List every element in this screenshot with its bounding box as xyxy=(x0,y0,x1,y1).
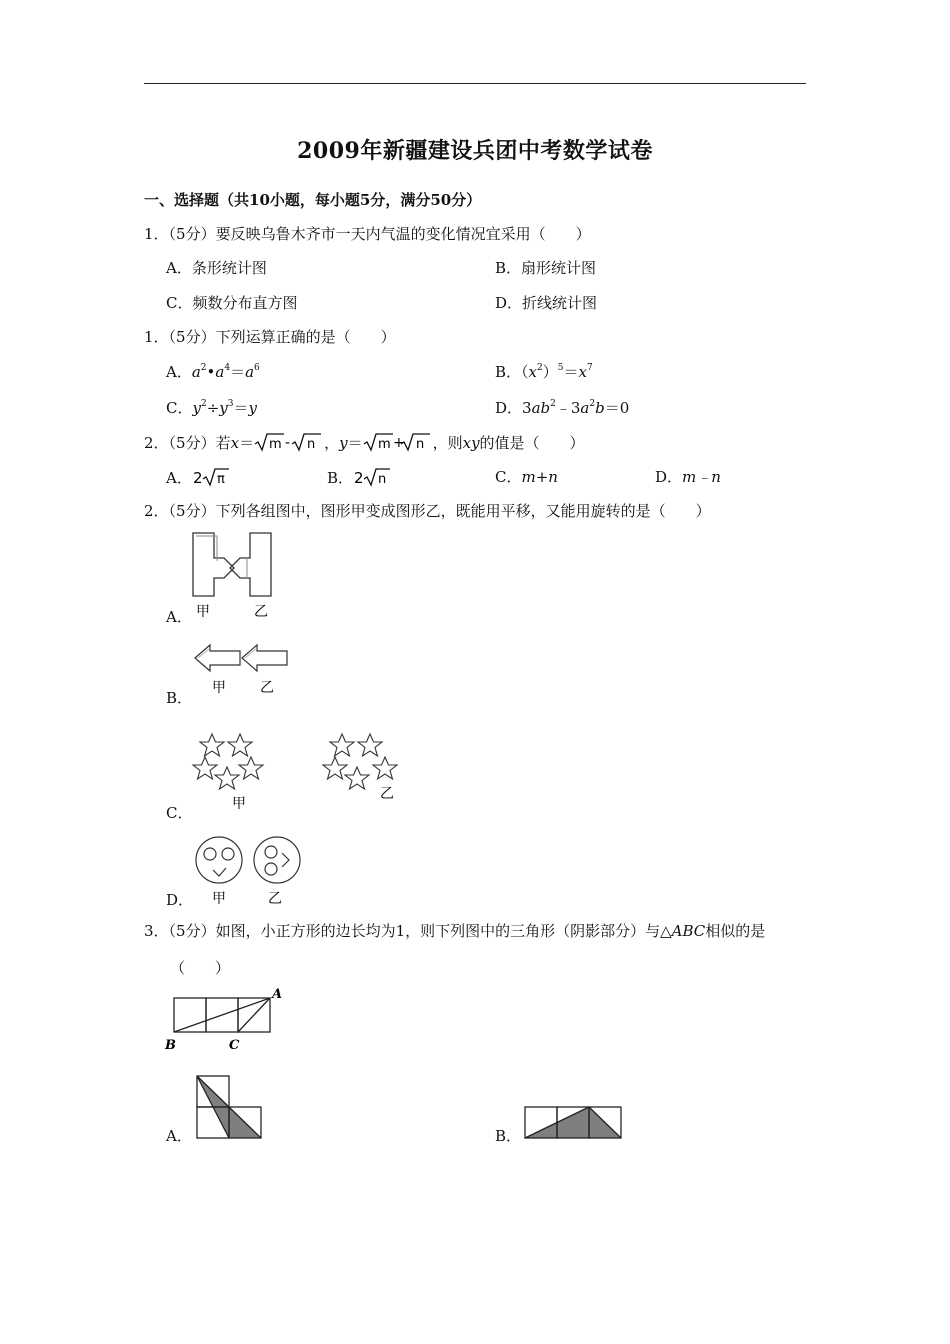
two-root-pi xyxy=(192,467,230,487)
q5-option-a[interactable]: A． xyxy=(166,1127,192,1145)
q1-option-a[interactable]: A．条形统计图 xyxy=(166,259,267,277)
q4-option-a[interactable]: A． xyxy=(166,608,192,626)
q3-option-d-label: D． xyxy=(655,468,683,486)
fig-b-yi: 乙 xyxy=(260,680,274,696)
q3-option-c-label: C． xyxy=(495,468,522,486)
fig-d-yi: 乙 xyxy=(268,891,282,907)
point-c-label: C xyxy=(229,1038,240,1053)
q4-option-d[interactable]: D． xyxy=(166,891,194,909)
q3-option-d[interactable] xyxy=(655,467,721,487)
q1-option-d[interactable]: D．折线统计图 xyxy=(495,294,598,312)
fig-c-jia: 甲 xyxy=(232,796,246,812)
radical-expression-1 xyxy=(254,432,324,452)
q3-option-a-label: A． xyxy=(166,469,192,487)
q3-option-d-text: m﹣n xyxy=(682,468,721,486)
fig-b-jia: 甲 xyxy=(212,680,226,696)
svg-text:m: m xyxy=(377,437,391,452)
q2-option-c[interactable]: C．$y^2\div y^3=y$ xyxy=(166,399,257,417)
fig-d-jia: 甲 xyxy=(212,891,226,907)
q5-figure-a xyxy=(194,1073,264,1141)
q3-option-c-text: m+n xyxy=(521,468,558,486)
svg-text:n: n xyxy=(378,472,387,487)
q5-reference-figure xyxy=(162,984,292,1054)
q3-stem-tail2: 的值是（ ） xyxy=(479,434,585,452)
point-b-label: B xyxy=(165,1038,176,1053)
q5-abc: ABC xyxy=(671,922,706,940)
q4-stem: 2．（5分）下列各组图中，图形甲变成图形乙，既能用平移，又能用旋转的是（ ） xyxy=(144,502,711,520)
svg-text:-: - xyxy=(285,435,291,451)
q1-option-b[interactable]: B．扇形统计图 xyxy=(495,259,597,277)
q2-option-b[interactable]: B．$(x^2)^5=x^7$ xyxy=(495,363,593,381)
q3-stem: 2．（5分）若x＝ m - n ，y＝ m + n ，则xy的值是（ ） xyxy=(144,434,585,452)
q2-option-b-label: B． xyxy=(495,363,522,381)
q5-option-b[interactable]: B． xyxy=(495,1127,522,1145)
two-root-n xyxy=(353,467,391,487)
q2-option-a[interactable]: A．$a^2•a^4=a^6$ xyxy=(166,363,260,381)
radical-expression-2 xyxy=(363,432,433,452)
q3-option-c[interactable] xyxy=(495,467,558,487)
fig-c-yi: 乙 xyxy=(380,786,394,802)
q4-option-b[interactable]: B． xyxy=(166,689,193,707)
q2-stem: 1．（5分）下列运算正确的是（ ） xyxy=(144,328,396,346)
q4-figure-d xyxy=(192,835,307,907)
svg-text:m: m xyxy=(269,437,282,452)
header-rule xyxy=(144,83,806,84)
q2-option-a-label: A． xyxy=(166,363,192,381)
section-heading: 一、选择题（共10小题，每小题5分，满分50分） xyxy=(144,191,482,209)
svg-text:+: + xyxy=(392,435,405,451)
q4-figure-a xyxy=(190,530,280,622)
q5-paren: （ ） xyxy=(170,959,231,977)
svg-text:π: π xyxy=(216,472,225,487)
q3-option-a[interactable] xyxy=(166,467,230,488)
svg-text:2: 2 xyxy=(354,469,364,487)
fig-a-jia: 甲 xyxy=(196,604,210,620)
fig-a-yi: 乙 xyxy=(254,604,268,620)
q5-stem-end: 相似的是 xyxy=(705,922,766,940)
q5-figure-b xyxy=(522,1104,626,1142)
svg-text:2: 2 xyxy=(192,469,203,487)
q2-option-d[interactable]: D．$3ab^2﹣3a^2b=0$ xyxy=(495,399,630,417)
q5-stem xyxy=(144,921,765,941)
q3-stem-start: 2．（5分）若 xyxy=(144,434,231,452)
q4-figure-c xyxy=(190,728,410,814)
svg-text:n: n xyxy=(307,437,316,452)
q2-option-c-label: C． xyxy=(166,399,193,417)
q1-option-c[interactable]: C．频数分布直方图 xyxy=(166,294,298,312)
q3-option-b-label: B． xyxy=(327,469,354,487)
q2-option-d-label: D． xyxy=(495,399,523,417)
svg-text:n: n xyxy=(415,437,424,452)
q1-stem: 1．（5分）要反映乌鲁木齐市一天内气温的变化情况宜采用（ ） xyxy=(144,225,591,243)
q5-stem-text: 3．（5分）如图，小正方形的边长均为1，则下列图中的三角形（阴影部分）与△ xyxy=(144,922,672,940)
q3-stem-tail: ，则 xyxy=(432,434,463,452)
q4-option-c[interactable]: C． xyxy=(166,804,193,822)
q3-option-b[interactable] xyxy=(327,467,391,488)
q4-figure-b xyxy=(192,640,292,696)
point-a-label: A xyxy=(272,987,283,1002)
page-title: 2009年新疆建设兵团中考数学试卷 xyxy=(297,138,653,164)
